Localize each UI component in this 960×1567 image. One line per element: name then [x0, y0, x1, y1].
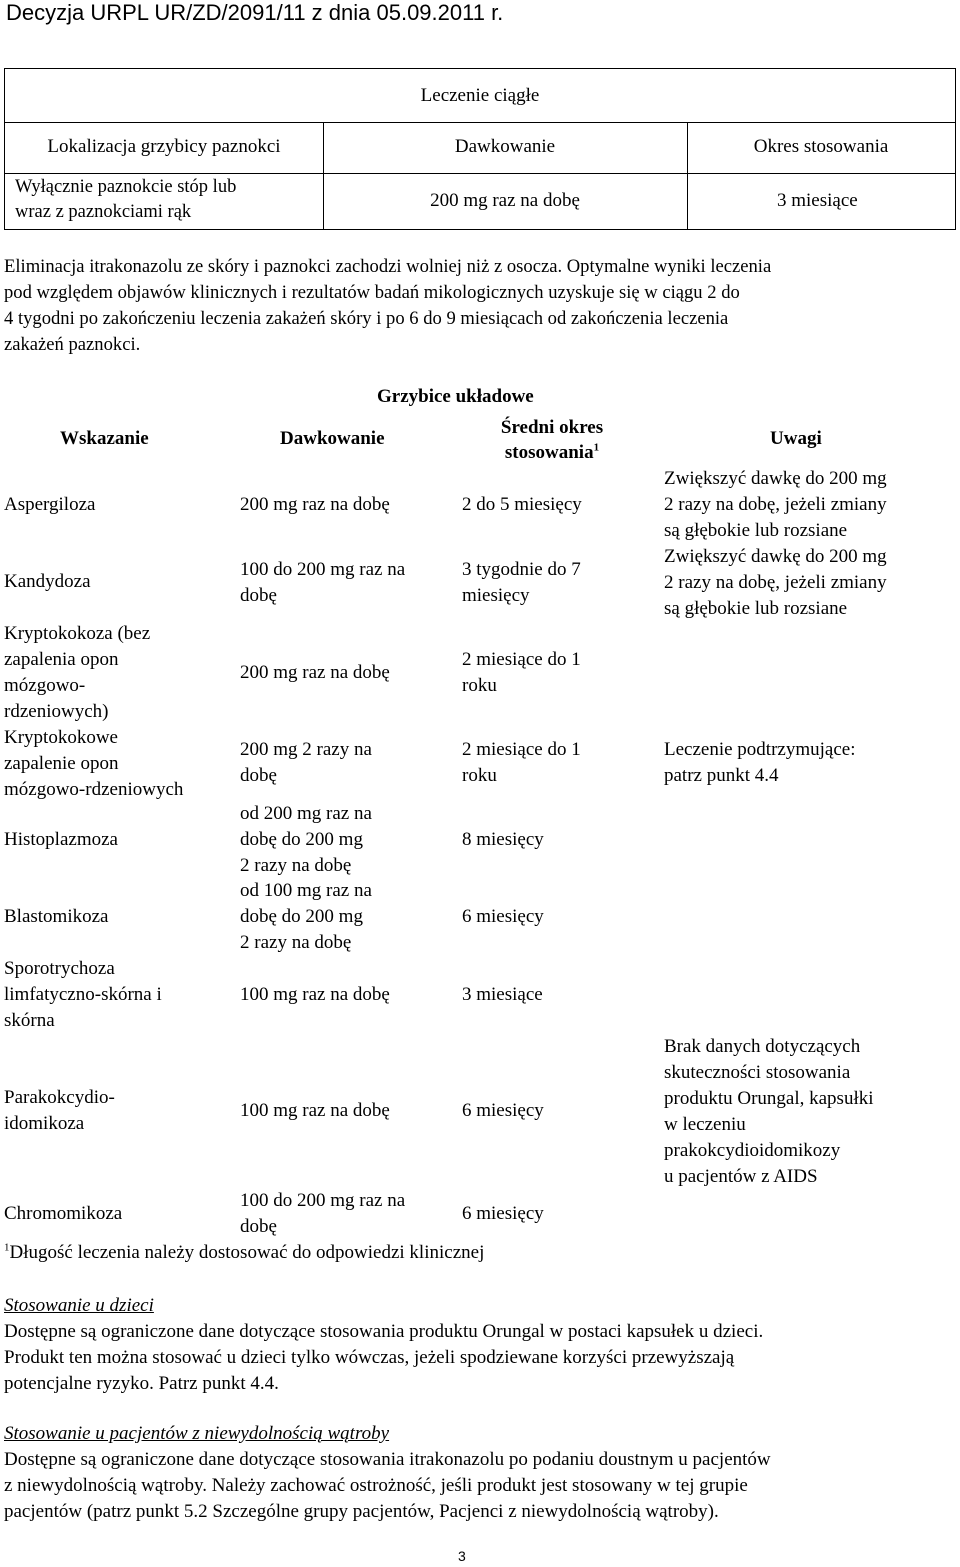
- table-cell: 200 mg raz na dobę: [430, 190, 580, 211]
- cell-line: w leczeniu: [664, 1114, 746, 1135]
- dose-cell: [240, 557, 405, 609]
- cell-line: Brak danych dotyczących: [664, 1036, 861, 1057]
- document-header: Decyzja URPL UR/ZD/2091/11 z dnia 05.09.2011 r.: [6, 0, 504, 25]
- text-line: Produkt ten można stosować u dzieci tylko wówczas, jeżeli spodziewane korzyści przewyższają: [4, 1347, 735, 1368]
- text-line: pod względem objawów klinicznych i rezultatów badań mikologicznych uzyskuje się w ciągu 2 do: [4, 282, 740, 303]
- dose-cell: [240, 801, 372, 879]
- indication-cell: [4, 725, 183, 803]
- paragraph-elimination: [4, 254, 954, 358]
- dose-cell: [240, 982, 390, 1008]
- column-header-duration: [478, 415, 626, 465]
- cell-line: Sporotrychoza: [4, 958, 115, 979]
- dose-cell: [240, 737, 372, 789]
- cell-line: Kandydoza: [4, 571, 91, 592]
- cell-line: patrz punkt 4.4: [664, 765, 779, 786]
- cell-line: 2 razy na dobę, jeżeli zmiany: [664, 494, 887, 515]
- notes-cell: [664, 466, 887, 544]
- indication-cell: [4, 904, 108, 930]
- cell-line: 8 miesięcy: [462, 829, 544, 850]
- cell-line: zapalenie opon: [4, 753, 119, 774]
- cell-line: 2 razy na dobę: [240, 932, 352, 953]
- cell-line: skuteczności stosowania: [664, 1062, 851, 1083]
- indication-cell: [4, 569, 91, 595]
- text-line: 4 tygodni po zakończeniu leczenia zakażeń skóry i po 6 do 9 miesiącach od zakończenia leczenia: [4, 308, 729, 329]
- cell-line: Kryptokokowe: [4, 727, 118, 748]
- text-line: z niewydolnością wątroby. Należy zachować ostrożność, jeśli produkt jest stosowany w tej grupie: [4, 1475, 748, 1496]
- column-header-dose: Dawkowanie: [280, 428, 385, 449]
- notes-cell: [664, 737, 855, 789]
- cell-line: Histoplazmoza: [4, 829, 118, 850]
- cell-line: u pacjentów z AIDS: [664, 1166, 818, 1187]
- cell-line: 3 tygodnie do 7: [462, 559, 581, 580]
- cell-line: Parakokcydio-: [4, 1087, 115, 1108]
- cell-line: Chromomikoza: [4, 1203, 123, 1224]
- dose-cell: [240, 878, 372, 956]
- cell-line: zapalenia opon: [4, 649, 119, 670]
- footnote-text: Długość leczenia należy dostosować do odpowiedzi klinicznej: [9, 1242, 485, 1263]
- cell-line: dobę: [240, 585, 277, 606]
- cell-line: 2 do 5 miesięcy: [462, 494, 582, 515]
- column-header: Lokalizacja grzybicy paznokci: [47, 136, 281, 157]
- cell-line: 2 miesiące do 1: [462, 649, 581, 670]
- cell-line: od 200 mg raz na: [240, 803, 372, 824]
- column-header: Okres stosowania: [753, 136, 889, 157]
- cell-line: 200 mg raz na dobę: [240, 494, 390, 515]
- table-divider: [5, 122, 955, 123]
- cell-line: Aspergiloza: [4, 494, 96, 515]
- table-caption: Leczenie ciągłe: [420, 85, 540, 106]
- dose-cell: [240, 1098, 390, 1124]
- cell-line: Blastomikoza: [4, 906, 109, 927]
- cell-line: rdzeniowych): [4, 701, 109, 722]
- duration-cell: [462, 647, 581, 699]
- cell-line: dobę do 200 mg: [240, 906, 363, 927]
- duration-cell: [462, 904, 544, 930]
- indication-cell: [4, 621, 150, 725]
- text-line: zakażeń paznokci.: [4, 334, 141, 355]
- table-cell: 3 miesiące: [777, 190, 858, 211]
- paragraph-children: [4, 1319, 763, 1397]
- text-line: Dostępne są ograniczone dane dotyczące stosowania itrakonazolu po podaniu doustnym u pacjentów: [4, 1449, 771, 1470]
- cell-line: 100 do 200 mg raz na: [240, 1190, 406, 1211]
- paragraph-liver: [4, 1447, 771, 1525]
- cell-line: 200 mg raz na dobę: [240, 662, 390, 683]
- cell-line: 6 miesięcy: [462, 906, 544, 927]
- duration-cell: [462, 557, 581, 609]
- duration-cell: [462, 827, 544, 853]
- duration-cell: [462, 982, 543, 1008]
- cell-line: Zwiększyć dawkę do 200 mg: [664, 468, 887, 489]
- cell-line: Zwiększyć dawkę do 200 mg: [664, 546, 887, 567]
- column-header-indication: Wskazanie: [60, 428, 149, 449]
- cell-line: 100 mg raz na dobę: [240, 984, 390, 1005]
- footnote-marker: 1: [4, 1241, 10, 1254]
- cell-line: 100 mg raz na dobę: [240, 1100, 390, 1121]
- dose-cell: [240, 492, 390, 518]
- cell-line: dobę: [240, 1216, 277, 1237]
- indication-cell: [4, 1201, 122, 1227]
- table-cell: [15, 175, 236, 225]
- header-line: Średni okres: [500, 417, 604, 438]
- indication-cell: [4, 827, 118, 853]
- cell-line: 2 miesiące do 1: [462, 739, 581, 760]
- cell-line: dobę: [240, 765, 277, 786]
- cell-line: 2 razy na dobę: [240, 855, 352, 876]
- duration-cell: [462, 737, 581, 789]
- text-line: Eliminacja itrakonazolu ze skóry i paznokci zachodzi wolniej niż z osocza. Optymalne wyniki leczenia: [4, 256, 772, 277]
- cell-line: 6 miesięcy: [462, 1203, 544, 1224]
- section-title: Grzybice układowe: [377, 386, 534, 407]
- cell-line: 6 miesięcy: [462, 1100, 544, 1121]
- duration-cell: [462, 1201, 544, 1227]
- cell-line: miesięcy: [462, 585, 530, 606]
- cell-line: 3 miesiące: [462, 984, 543, 1005]
- page-number: 3: [458, 1548, 466, 1564]
- duration-cell: [462, 492, 582, 518]
- cell-line: skórna: [4, 1010, 55, 1031]
- table-cell-line: wraz z paznokciami rąk: [15, 202, 192, 222]
- table-divider: [5, 173, 955, 174]
- cell-line: prakokcydioidomikozy: [664, 1140, 841, 1161]
- notes-cell: [664, 1034, 874, 1190]
- indication-cell: [4, 492, 95, 518]
- cell-line: 200 mg 2 razy na: [240, 739, 372, 760]
- cell-line: 100 do 200 mg raz na: [240, 559, 406, 580]
- footnote: [4, 1240, 484, 1266]
- cell-line: są głębokie lub rozsiane: [664, 520, 848, 541]
- cell-line: roku: [462, 675, 497, 696]
- table-cell-line: Wyłącznie paznokcie stóp lub: [15, 177, 237, 197]
- indication-cell: [4, 1085, 115, 1137]
- dose-cell: [240, 660, 390, 686]
- cell-line: produktu Orungal, kapsułki: [664, 1088, 874, 1109]
- cell-line: mózgowo-: [4, 675, 86, 696]
- dose-cell: [240, 1188, 405, 1240]
- duration-cell: [462, 1098, 544, 1124]
- cell-line: limfatyczno-skórna i: [4, 984, 162, 1005]
- continuous-treatment-table: [4, 68, 956, 230]
- header-line: stosowania: [504, 442, 594, 463]
- section-heading-liver: Stosowanie u pacjentów z niewydolnością wątroby: [4, 1423, 390, 1444]
- indication-cell: [4, 956, 162, 1034]
- cell-line: Kryptokokoza (bez: [4, 623, 151, 644]
- cell-line: dobę do 200 mg: [240, 829, 363, 850]
- section-heading-children: Stosowanie u dzieci: [4, 1295, 154, 1316]
- footnote-marker: 1: [593, 441, 600, 454]
- cell-line: są głębokie lub rozsiane: [664, 598, 848, 619]
- text-line: potencjalne ryzyko. Patrz punkt 4.4.: [4, 1373, 279, 1394]
- cell-line: od 100 mg raz na: [240, 880, 372, 901]
- cell-line: roku: [462, 765, 497, 786]
- cell-line: Leczenie podtrzymujące:: [664, 739, 856, 760]
- cell-line: 2 razy na dobę, jeżeli zmiany: [664, 572, 887, 593]
- column-header-notes: Uwagi: [770, 428, 822, 449]
- column-header: Dawkowanie: [454, 136, 556, 157]
- cell-line: mózgowo-rdzeniowych: [4, 779, 184, 800]
- text-line: Dostępne są ograniczone dane dotyczące stosowania produktu Orungal w postaci kapsułek u dzieci.: [4, 1321, 764, 1342]
- text-line: pacjentów (patrz punkt 5.2 Szczególne grupy pacjentów, Pacjenci z niewydolnością wątroby).: [4, 1501, 719, 1522]
- cell-line: idomikoza: [4, 1113, 85, 1134]
- notes-cell: [664, 544, 887, 622]
